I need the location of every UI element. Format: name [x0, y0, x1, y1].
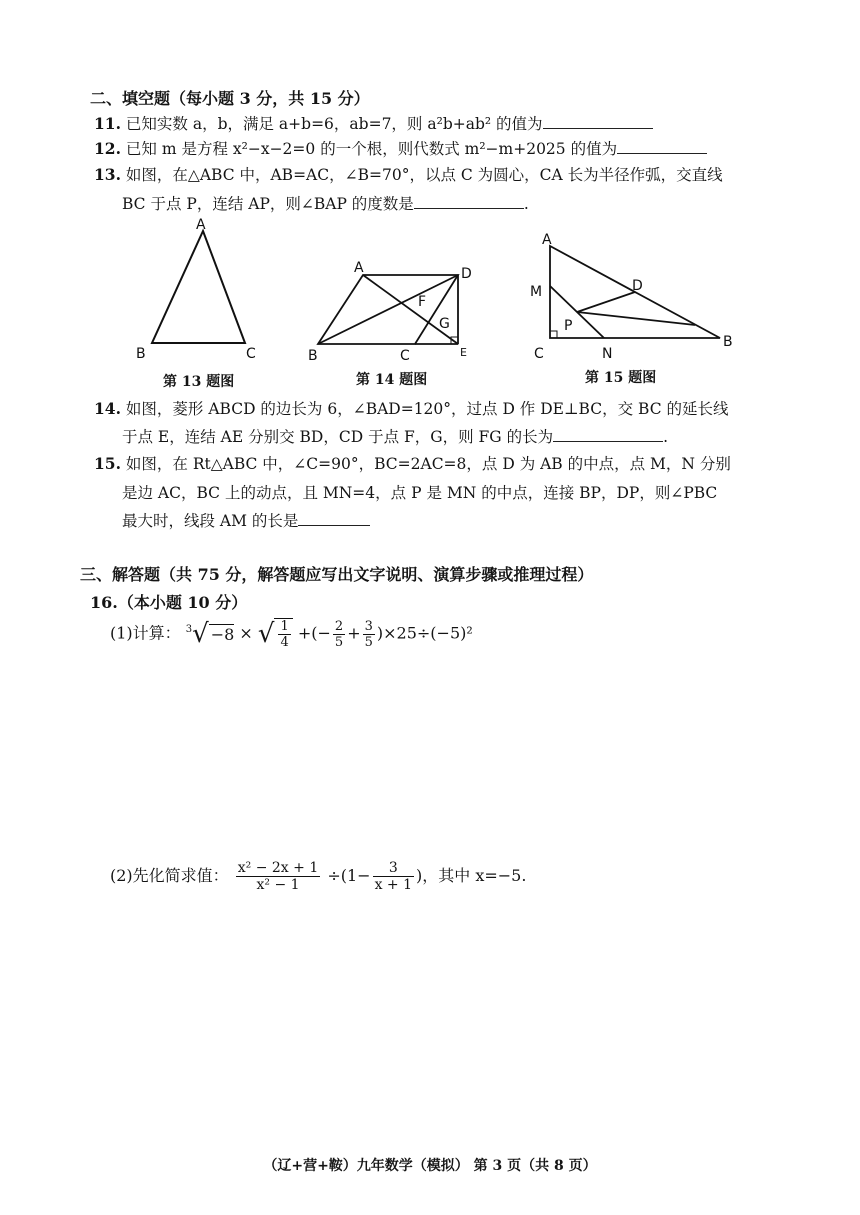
question-15-line-2 — [122, 481, 717, 503]
question-16-header: 16.（本小题 10 分） — [90, 593, 248, 612]
fraction-2-denominator: x + 1 — [374, 877, 413, 893]
answer-blank[interactable] — [543, 127, 653, 129]
expression-tail: )，其中 x=−5. — [416, 866, 527, 885]
figure-15 — [520, 232, 750, 367]
label-c: C — [534, 346, 544, 362]
section-3-title: 三、解答题（共 75 分，解答题应写出文字说明、演算步骤或推理过程） — [80, 565, 594, 584]
question-number: 15. — [94, 454, 121, 473]
label-d: D — [461, 266, 472, 282]
fraction-1-numerator: x² − 2x + 1 — [237, 860, 319, 876]
question-13-line-1 — [94, 163, 723, 185]
label-e: E — [460, 346, 467, 359]
segment-pd — [577, 292, 635, 312]
times-sign: × — [239, 623, 253, 643]
sqrt-fraction-denominator: 4 — [280, 635, 289, 650]
right-angle-mark — [550, 331, 557, 338]
question-number: 12. — [94, 139, 121, 158]
question-number: 14. — [94, 399, 121, 418]
plus-sign: + — [347, 623, 361, 643]
part-label: (1)计算： — [110, 623, 181, 643]
cbrt-index: 3 — [185, 624, 193, 636]
fraction-1-numerator: 2 — [334, 618, 344, 634]
label-f: F — [418, 294, 427, 310]
divide-part: ÷(1− — [327, 866, 371, 885]
label-b: B — [723, 334, 733, 350]
label-a: A — [542, 232, 552, 248]
question-number: 11. — [94, 114, 121, 133]
question-11 — [94, 112, 653, 134]
fraction-2-numerator: 3 — [364, 618, 373, 634]
expression-part: +(− — [297, 623, 331, 643]
label-c: C — [246, 346, 256, 362]
answer-blank[interactable] — [553, 440, 663, 442]
question-text: 如图，菱形 ABCD 的边长为 6，∠BAD=120°，过点 D 作 DE⊥BC，交 BC 的延长线 — [125, 400, 729, 418]
figure-13 — [125, 215, 275, 365]
label-n: N — [602, 346, 613, 362]
question-text: 如图，在 Rt△ABC 中，∠C=90°，BC=2AC=8，点 D 为 AB 的中点，点 M，N 分别 — [125, 455, 731, 473]
question-number: 13. — [94, 165, 121, 184]
question-16-part-1 — [110, 618, 473, 650]
question-12 — [94, 137, 707, 159]
question-15-line-1 — [94, 452, 731, 474]
cbrt-radicand: −8 — [210, 625, 235, 644]
question-14-line-2: 于点 E，连结 AE 分别交 BD，CD 于点 F，G，则 FG 的长为 . — [122, 428, 669, 446]
label-b: B — [308, 348, 318, 364]
figure-15-caption: 第 15 题图 — [585, 370, 657, 386]
question-text: 最大时，线段 AM 的长是 — [122, 512, 299, 530]
sqrt-fraction-numerator: 1 — [280, 619, 289, 634]
label-d: D — [632, 278, 643, 294]
question-text: 于点 E，连结 AE 分别交 BD，CD 于点 F，G，则 FG 的长为 — [122, 428, 554, 446]
radical-icon: √ — [257, 619, 275, 649]
fraction-2-numerator: 3 — [373, 860, 414, 877]
label-b: B — [136, 346, 146, 362]
question-text: 是边 AC，BC 上的动点，且 MN=4，点 P 是 MN 的中点，连接 BP，DP，则∠PBC — [122, 484, 718, 502]
expression-tail: )×25÷(−5)² — [376, 623, 473, 643]
part-label: (2)先化简求值： — [110, 866, 229, 885]
figure-14-caption: 第 14 题图 — [356, 372, 428, 388]
label-c: C — [400, 348, 410, 364]
segment-ae — [363, 275, 458, 344]
label-a: A — [196, 217, 206, 233]
fraction-1-denominator: x² − 1 — [256, 877, 300, 893]
label-m: M — [530, 284, 543, 300]
label-g: G — [439, 316, 450, 332]
answer-blank[interactable] — [617, 152, 707, 154]
question-text: 如图，在△ABC 中，AB=AC，∠B=70°，以点 C 为圆心，CA 长为半径作弧，交直线 — [125, 166, 723, 184]
page-footer: （辽+营+鞍）九年数学（模拟） 第 3 页（共 8 页） — [263, 1158, 597, 1174]
fraction-2-denominator: 5 — [364, 634, 373, 650]
section-2-title: 二、填空题（每小题 3 分，共 15 分） — [90, 89, 370, 108]
answer-blank[interactable] — [298, 524, 370, 526]
answer-blank[interactable] — [414, 207, 524, 209]
radical-icon: √ — [192, 619, 209, 649]
question-14-line-1 — [94, 397, 729, 419]
question-text: 已知实数 a，b，满足 a+b=6，ab=7，则 a²b+ab² 的值为 — [125, 115, 543, 133]
question-16-part-2 — [110, 860, 526, 893]
triangle-abc — [152, 231, 245, 343]
fraction-1-denominator: 5 — [334, 634, 344, 650]
label-a: A — [354, 260, 364, 276]
figure-14 — [300, 258, 480, 368]
label-p: P — [564, 318, 573, 334]
question-text: BC 于点 P，连结 AP，则∠BAP 的度数是 — [122, 195, 414, 213]
question-15-line-3 — [122, 509, 370, 531]
question-13-line-2: BC 于点 P，连结 AP，则∠BAP 的度数是 . — [122, 195, 529, 213]
figure-13-caption: 第 13 题图 — [163, 374, 235, 390]
question-text: 已知 m 是方程 x²−x−2=0 的一个根，则代数式 m²−m+2025 的值为 — [125, 140, 618, 158]
